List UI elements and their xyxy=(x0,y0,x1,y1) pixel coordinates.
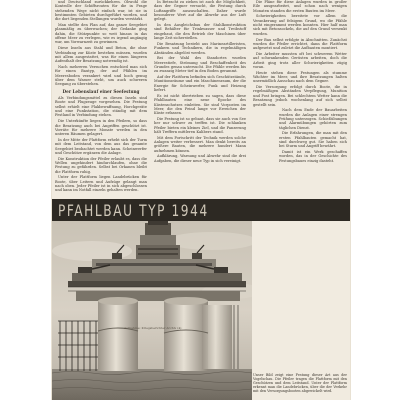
paragraph: Die Konstruktion der Pfeiler erlaubt es, dass die Wellen ungehindert hindurchlaufen, ohne die Festung zu gefährden. Selbst bei Orkanen bleibt die Plattform ruhig. xyxy=(55,156,147,174)
paragraph: Als Verbindungsmittel zu diesen Inseln sind Boote und Flugzeuge vorgesehen. Die Festung selbst erhielt eine Flakbewaffnung, Horchgeräte und eine Funkstation, die ständig mit dem Festland in Verbindung stehen. xyxy=(55,96,147,118)
paragraph: Unter der Plattform liegen Landebrücken für Boote, über Leitern und Aufzüge gelangt man nach oben. Jeder Pfeiler ist in sich abgeschlossen und kann im Notfall einzeln gehalten werden. xyxy=(55,175,147,193)
paragraph: Bei der Wahl des Standortes wurden Meerestiefe, Strömung und Beschaffenheit des Grundes genau untersucht. Die Pfähle werden bis zu zwanzig Meter tief in den Boden gerammt. xyxy=(154,56,246,74)
paragraph: Die Unterkünfte liegen in den Pfeilern, so dass die Besatzung auch bei Angriffen geschützt ist. Vorräte für mehrere Monate werden in den unteren Räumen gelagert. xyxy=(55,119,147,137)
paragraph: Die Arbeiter mussten oft bei schwerem Wetter auf schwankenden Gerüsten arbeiten, doch die Arbeit ging trotz aller Schwierigkeiten zügig voran. xyxy=(253,51,347,69)
paragraph: In Betracht zu ziehen ist auch die Möglichkeit, dass der Gegner versucht, die Festung durch Luftangriffe auszuschalten. Daher wurde besonderer Wert auf die Abwehr aus der Luft gelegt. xyxy=(154,0,246,22)
paragraph: Die Festung ist so gebaut, dass sie auch von See her nur schwer zu treffen ist. Die schlanken Pfeiler bieten ein kleines Ziel, und die Panzerung hält Treffern mittleren Kalibers stand. xyxy=(154,116,246,134)
photo-credit: Aufnahme: Kriegsberichter Archiv (4) xyxy=(124,326,182,330)
paragraph: Damit ist ein Werk geschaffen worden, das in der Geschichte des Festungsbaues einzig dasteht. xyxy=(279,150,347,163)
paragraph: und Deutschland zurückkehren. Obwohl die Kontrolle der Schiffsrouten für die in Frage stehenden Wege nicht einfach war, ist sie in bestimmten Gebieten durchgeführt worden, und die dort liegenden Stellungen wurden verstärkt. xyxy=(55,0,147,22)
paragraph: Der Bau selbst erfolgte in Abschnitten. Zunächst wurden die Pfeiler errichtet, dann die Plattform aufgesetzt und zuletzt die Aufbauten montiert. xyxy=(253,37,347,51)
paragraph: Die Erfahrungen, die man mit den ersten Pfahlbauten gemacht hat, sind durchweg gut. Sie haben sich bei Sturm und Angriff bewährt. xyxy=(279,131,347,149)
paragraph: In den Ausgleichsbau der Stahlkonstruktion sind Behälter für Trinkwasser und Treibstoff eingebaut, die den Betrieb der Maschinen über lange Zeit sicherstellen. xyxy=(154,23,246,41)
section-subheading: Der Lebenslauf einer Seefestung xyxy=(62,88,140,94)
paragraph: In der Mitte der Plattform erhebt sich der Turm mit dem Leitstand, von dem aus das gesamte Seegebiet beobachtet werden kann. Scheinwerfer und Geschütze ergänzen die Anlage. xyxy=(55,137,147,155)
paragraph: Heute stehen diese Festungen als stumme Wächter im Meer, und ihre Besatzungen halten unermüdlich Ausschau nach dem Gegner. xyxy=(253,70,347,84)
paragraph: Mit dem Fortschritt der Technik werden solche Anlagen weiter verbessert. Man denkt bereits an größere Bauten, die mehrere hundert Mann aufnehmen können. xyxy=(154,135,246,153)
article-column-2 xyxy=(154,0,246,200)
paragraph: Die Pläne für diese Anlagen wurden in großer Eile ausgearbeitet, und schon nach wenigen Monaten standen die ersten Bauten im Meer. xyxy=(253,0,347,13)
paragraph: Man stellte den Plan auf, das ganze Seegebiet planmäßig zu überwachen; der Gedanke ging dahin, die Stützpunkte so weit hinaus in das offene Meer zu verlegen, wie es irgend angängig war, um Vorwarnzeit zu gewinnen. xyxy=(55,23,147,45)
article-column-1 xyxy=(55,0,147,200)
sea-fortress-illustration xyxy=(52,221,252,400)
paragraph: Die Versorgung erfolgt durch Boote, die in regelmäßigen Abständen Verpflegung, Munition und Post bringen. Bei schlechtem Wetter kann die Besatzung jedoch wochenlang auf sich selbst gestellt sein. xyxy=(253,85,347,107)
paragraph: Die Besatzung besteht aus Marineartilleristen, Funkern und Technikern, die in regelmäßigen Abständen abgelöst werden. xyxy=(154,41,246,55)
paragraph: Aufklärung, Warnung und Abwehr sind die drei Aufgaben, die dieser neue Typ in sich vereinigt. xyxy=(154,154,246,163)
magazine-page xyxy=(52,0,350,400)
paragraph: Auf der Plattform befinden sich Geschützstände, Munitionsräume und ein Maschinenraum, der die Energie für Scheinwerfer, Funk und Heizung liefert. xyxy=(154,75,246,93)
title-band xyxy=(52,199,350,221)
paragraph: Es ist nicht übertrieben zu sagen, dass diese Pfahlbauten eine neue Epoche des Küstenschutzes einleiten. Sie sind Vorposten im Meer, die den Feind lange vor Erreichen der Küste erfassen. xyxy=(154,93,246,116)
illustration-caption: Unser Bild zeigt eine Festung dieser Art aus der Vogelschau. Die Pfeiler tragen die Plattform mit den Geschützen und dem Leitstand. Unter der Plattform erkennt man die Landebrücken, über die der Verkehr mit den Versorgungsbooten abgewickelt wird. xyxy=(253,373,347,394)
paragraph: Nach mehreren Versuchen entschied man sich für einen Bautyp, der auf Pfählen im Meeresboden verankert wird und hoch genug über dem Wasser steht, um auch schweren Seegang zu überstehen. xyxy=(55,64,147,87)
paragraph: Schwierigkeiten bereitete vor allem die Verankerung auf felsigem Grund, wo die Pfähle nicht eingerammt werden konnten. Hier half man sich mit Betonsockeln, die auf den Grund versenkt wurden. xyxy=(253,14,347,36)
paragraph: Diese Inseln aus Stahl und Beton, die ohne Verbindung zur Küste bestehen müssen, wurden mit allem ausgestattet, was für einen längeren Aufenthalt der Besatzung notwendig ist. xyxy=(55,46,147,64)
article-title: PFAHLBAU TYP 1944 xyxy=(58,202,209,221)
paragraph: Nach dem Ende der Bauarbeiten wurden die Anlagen einer strengen Prüfung unterzogen. Schießübungen und Alarmübungen gehörten zum täglichen Dienst. xyxy=(279,108,347,130)
